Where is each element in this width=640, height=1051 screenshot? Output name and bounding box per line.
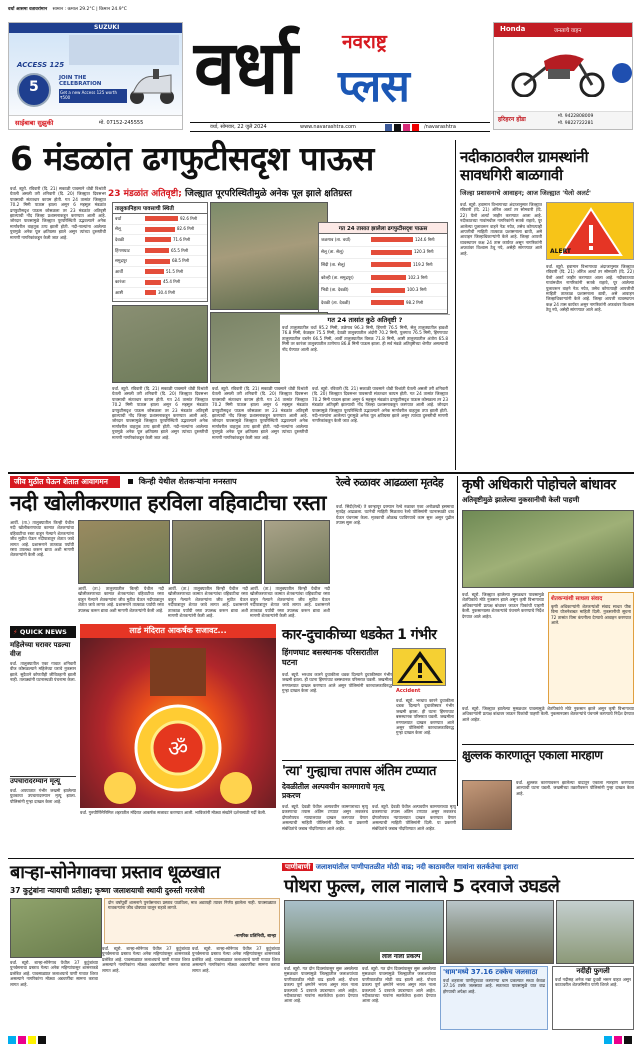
crime-headline: 'त्या' गुन्ह्याचा तपास अंतिम टप्प्यात <box>282 764 436 779</box>
river-box-title: नदीही फुगली <box>576 967 610 975</box>
cloudburst-row <box>319 234 447 247</box>
honda-tagline: जनताचे वाहन <box>554 28 582 34</box>
cloudburst-row-bar <box>371 288 405 293</box>
rain-row-taluka: हिंगणघाट <box>115 248 130 254</box>
villager-quote-box <box>104 898 280 944</box>
railway-body: वर्धा. सिंदी(रेल्वे) ते कान्हापूर दरम्यान रेल्वे रुळावर एका अनोळखी इसमाचा मृतदेह आढळला. घटनेची माहिती मिळताच रेल्वे पोलिसांनी घटनास्थळी धाव घेऊन पंचनामा केला. मृतकाची ओळख पटविण्याचे काम सुरू असून पुढील तपास सुरू आहे. <box>336 504 454 526</box>
rain-row-taluka: आर्वी <box>115 269 123 275</box>
weather-label: वर्धा आसमा वतावरांमान <box>8 7 48 12</box>
bottom-right-body: वर्धा. ब्यूरो. गत दोन दिवसांपासून सुरू असलेल्या मुसळधार पावसामुळे जिल्ह्यातील जलाशयांच्या पाणीपातळीत मोठी वाढ झाली आहे. पोथरा प्रकल्प पूर्ण क्षमतेने भरला असून लाल नाला प्रकल्पाचे 5 दरवाजे उघडण्यात आले आहेत. नदीकाठच्या गावांना सतर्कतेचा इशारा देण्यात आला आहे. <box>284 966 358 1004</box>
bolt-icon: ⚡ <box>13 628 18 636</box>
cloudburst-row-bar <box>371 237 413 242</box>
villager-quote-author: -नागरिक प्रतिनिधी, बाऱ्हा <box>233 934 276 939</box>
rain-row-taluka: सेलू <box>115 227 121 233</box>
weather-bar <box>8 6 198 18</box>
second-body-col2: आर्वी. (ता.) तालुक्यातील किन्ही येथील नदी खोलीकरणाच्या कामात शेतकऱ्यांचा वहिवाटीचा रस्ता वाहून गेल्याने शेतकऱ्यांना जीव मुठीत घेऊन नदीपात्रातून शेतात जावे लागत आहे. प्रशासनाने तात्काळ पर्यायी रस्ता उपलब्ध करून द्यावा अशी मागणी शेतकऱ्यांनी केली आहे. <box>78 586 164 613</box>
instagram-icon[interactable] <box>403 124 410 131</box>
village-photo <box>10 898 102 958</box>
cloudburst-table <box>318 222 448 314</box>
bottom-left-body-col2: वर्धा. ब्यूरो. बाऱ्हा-सोनेगाव येथील 37 कुटुंबांच्या पुनर्वसनाचा प्रस्ताव गेल्या अनेक महिन्यांपासून शासनाकडे प्रलंबित आहे. पावसाळ्यात जलाशयाचे पाणी गावात शिरत असल्याने नागरिकांना मोठ्या अडचणींचा सामना करावा लागत आहे. <box>102 946 190 973</box>
rain-row-value: 45.4 मिमी <box>163 279 181 285</box>
second-body: आर्वी. (ता.) तालुक्यातील किन्ही येथील नदी खोलीकरणाच्या कामात शेतकऱ्यांचा वहिवाटीचा रस्ता वाहून गेल्याने शेतकऱ्यांना जीव मुठीत घेऊन नदीपात्रातून शेतात जावे लागत आहे. प्रशासनाने तात्काळ पर्यायी रस्ता उपलब्ध करून द्यावा अशी मागणी शेतकऱ्यांनी केली आहे. <box>10 520 74 558</box>
river-photo-3 <box>264 520 330 584</box>
river-photo-2 <box>172 520 262 584</box>
lead-headline: 6 मंडळांत ढगफुटीसदृश पाऊस <box>10 139 374 178</box>
agri-subhead: अतिवृष्टीमुळे झालेल्या नुकसानीची केली पाहणी <box>462 496 580 504</box>
alert-label: ALERT <box>550 248 572 255</box>
railway-headline: रेल्वे रुळावर आढळला मृतदेह <box>336 476 444 489</box>
offer-badge <box>612 63 632 83</box>
rain-row <box>113 235 207 246</box>
weather-values: सामान : कमाल 29.2°C | किमान 24.9°C <box>52 7 127 12</box>
motorcycle-image <box>504 41 614 97</box>
lead-photo-flooded-field <box>112 305 208 383</box>
suzuki-offer: Get a new Access 125 worth ₹500 <box>59 89 127 103</box>
cloudburst-row-value: 120.3 मिमी <box>414 249 434 255</box>
heavy-rain-box-text: वर्धा तालुक्यातील वर्धा 95.2 मिमी, तळेगाव 96.3 मिमी, हिंगणी 76.5 मिमी, सेलू तालुक्यातील झडशी 76.8 मिमी, केळझर 75.5 मिमी, देवळी तालुक्यातील अंदोरी 70.2 मिमी, पुलगाव 76.5 मिमी, हिंगणघाट तालुक्यातील वडनेर 66.5 मिमी, आर्वी तालुक्यातील विरुळ 71.8 मिमी, आष्टी तालुक्यातील अंतोरा 65.8 मिमी तर कारंजा तालुक्यातील ठाणेगाव 86.8 मिमी पाऊस झाला. ही सर्व मंडळे अतिवृष्टीच्या श्रेणीत असल्याची नोंद घेण्यात आली आहे. <box>282 325 448 352</box>
dam-photo-2 <box>446 900 554 964</box>
rain-row <box>113 214 207 225</box>
rain-row-taluka: समुद्रपूर <box>115 259 127 265</box>
rain-row-taluka: देवळी <box>115 237 125 243</box>
lead-body: वर्धा. ब्यूरो. रविवारी (दि. 21) सकाळी पावसाने थोडी विश्रांती घेतली असली तरी शनिवारी (दि. 20) जिल्ह्यात दिवसभर पावसाची संततधार कायम होती. गत 24 तासांत जिल्ह्यात 70.2 मिमी पाऊस झाला असून 6 महसूल मंडळांत ढगफुटीसदृश पाऊस कोसळला तर 23 मंडळांत अतिवृष्टी झाल्याची नोंद जिल्हा प्रशासनाकडून करण्यात आली आहे. जोरदार पावसामुळे जिल्ह्यात पूरपरिस्थिती उद्भवल्याने अनेक मार्गावरील वाहतूक ठप्प झाली होती. नदी-नाल्यांना आलेल्या पुरामुळे अनेक पूल क्षतिग्रस्त झाले असून त्यांच्या दुरुस्तीची मागणी नागरिकांकडून केली जात आहे. <box>10 186 106 240</box>
cloudburst-row-mandal: जळगाव (ता. वर्धा) <box>321 237 351 243</box>
cloudburst-row-value: 98.2 मिमी <box>406 299 424 305</box>
cloudburst-row-bar <box>371 250 412 255</box>
assault-body: वर्धा. क्षुल्लक कारणावरून झालेल्या वादातून एकाला मारहाण करण्यात आल्याची घटना घडली. जखमीच्या तक्रारीवरून पोलिसांनी गुन्हा दाखल केला आहे. <box>516 780 634 796</box>
cloudburst-row-mandal: सिंदी (ता. सेलू) <box>321 262 346 268</box>
cloudburst-row <box>319 272 447 285</box>
quick-news-label: ⚡ QUICK NEWS <box>10 626 76 638</box>
farmer-box-title: शेतकऱ्यांशी साधला संवाद <box>551 596 603 602</box>
water-strip-label: पाणीबाणी <box>282 863 313 871</box>
rain-row-value: 51.5 मिमी <box>166 268 184 274</box>
alert-subhead: जिल्हा प्रशासनाचे आवाहन; आज जिल्ह्यात 'येलो अलर्ट' <box>460 189 592 197</box>
river-box <box>552 966 634 1030</box>
second-body-col4: आर्वी. (ता.) तालुक्यातील किन्ही येथील नदी खोलीकरणाच्या कामात शेतकऱ्यांचा वहिवाटीचा रस्ता वाहून गेल्याने शेतकऱ्यांना जीव मुठीत घेऊन नदीपात्रातून शेतात जावे लागत आहे. प्रशासनाने तात्काळ पर्यायी रस्ता उपलब्ध करून द्यावा अशी मागणी शेतकऱ्यांनी केली आहे. <box>250 586 330 619</box>
cloudburst-row-mandal: सेलू (ता. सेलू) <box>321 250 344 256</box>
youtube-icon[interactable] <box>412 124 419 131</box>
taluka-rain-table <box>112 202 208 302</box>
bottom-left-body: वर्धा. ब्यूरो. बाऱ्हा-सोनेगाव येथील 37 कुटुंबांच्या पुनर्वसनाचा प्रस्ताव गेल्या अनेक महिन्यांपासून शासनाकडे प्रलंबित आहे. पावसाळ्यात जलाशयाचे पाणी गावात शिरत असल्याने नागरिकांना मोठ्या अडचणींचा सामना करावा लागत आहे. <box>10 960 98 987</box>
agri-headline: कृषी अधिकारी पोहोचले बांधावर <box>462 477 616 493</box>
masthead-title: वर्धा <box>194 25 296 111</box>
dam-photo-3 <box>556 900 634 964</box>
rain-row-bar <box>145 216 178 221</box>
rain-row-taluka: आष्टी <box>115 290 124 296</box>
river-photo-1 <box>78 520 170 584</box>
suzuki-ad[interactable]: SUZUKI ACCESS 125 5 JOIN THE CELEBRATION Get a new Access 125 worth ₹500 साईबाबा सुझुकी मो. 07152-245555 <box>8 22 183 130</box>
taluka-table-title: तालुकानिहाय पावसाची स्थिती <box>113 203 207 214</box>
accident-graphic <box>392 648 446 686</box>
rain-row-bar <box>145 269 164 274</box>
accident-subhead: हिंगणघाट बसस्थानक परिसरातील घटना <box>282 648 379 667</box>
accident-label: Accident <box>396 688 421 694</box>
temple-caption: वर्धा. गुरुपौर्णिमेनिमित्त शहरातील मंदिरात आकर्षक सजावट करण्यात आली. भाविकांनी मोठ्या संख्येने दर्शनासाठी गर्दी केली. <box>80 810 267 815</box>
alert-headline: नदीकाठावरील ग्रामस्थांनी सावधगिरी बाळगावी <box>460 148 588 184</box>
masthead-navarashtra: नवराष्ट्र <box>342 31 387 53</box>
rain-row-bar <box>145 248 169 253</box>
dham-box <box>440 966 548 1030</box>
agri-body-cont: वर्धा. ब्यूरो. जिल्ह्यात झालेल्या मुसळधार पावसामुळे शेतपिकांचे मोठे नुकसान झाले असून कृषी विभागाच्या अधिकाऱ्यांनी प्रत्यक्ष बांधावर जाऊन पिकांची पाहणी केली. नुकसानग्रस्त शेतकऱ्यांचे पंचनामे करण्याचे निर्देश देण्यात आले आहेत. <box>462 706 634 722</box>
farmer-box-text: कृषी अधिकाऱ्यांनी शेतकऱ्यांशी संवाद साधत पीक विमा योजनेबाबत माहिती दिली. नुकसानीची सूचना 72 तासांत विमा कंपनीला देण्याचे आवाहन करण्यात आले. <box>551 604 631 626</box>
website-link[interactable]: www.navarashtra.com <box>300 124 356 130</box>
suzuki-phone: मो. 07152-245555 <box>99 120 144 126</box>
agri-officers-photo <box>462 510 634 588</box>
crime-body: वर्धा. ब्यूरो. देवळी येथील अल्पवयीन कामगाराच्या मृत्यू प्रकरणाचा तपास अंतिम टप्प्यात असून लवकरच दोषारोपपत्र न्यायालयात दाखल करण्यात येणार असल्याची माहिती पोलिसांनी दिली. या प्रकरणी संबंधितांचे जबाब नोंदविण्यात आले आहेत. <box>282 804 368 831</box>
date-strip <box>190 122 490 132</box>
accident-body-col2: वर्धा. ब्यूरो. भरधाव कारने दुचाकीला धडक दिल्याने दुचाकीस्वार गंभीर जखमी झाला. ही घटना हिंगणघाट बसस्थानक परिसरात घडली. जखमीला रुग्णालयात दाखल करण्यात आले असून पोलिसांनी कारचालकाविरुद्ध गुन्हा दाखल केला आहे. <box>396 698 454 736</box>
accident-sign-icon <box>393 649 447 687</box>
lead-body-col3: वर्धा. ब्यूरो. रविवारी (दि. 21) सकाळी पावसाने थोडी विश्रांती घेतली असली तरी शनिवारी (दि. 20) जिल्ह्यात दिवसभर पावसाची संततधार कायम होती. गत 24 तासांत जिल्ह्यात 70.2 मिमी पाऊस झाला असून 6 महसूल मंडळांत ढगफुटीसदृश पाऊस कोसळला तर 23 मंडळांत अतिवृष्टी झाल्याची नोंद जिल्हा प्रशासनाकडून करण्यात आली आहे. जोरदार पावसामुळे जिल्ह्यात पूरपरिस्थिती उद्भवल्याने अनेक मार्गावरील वाहतूक ठप्प झाली होती. नदी-नाल्यांना आलेल्या पुरामुळे अनेक पूल क्षतिग्रस्त झाले असून त्यांच्या दुरुस्तीची मागणी नागरिकांकडून केली जात आहे. <box>212 386 308 440</box>
rain-row-taluka: वर्धा <box>115 216 122 222</box>
cloudburst-row-value: 100.3 मिमी <box>407 287 427 293</box>
rain-row-value: 71.6 मिमी <box>173 236 191 242</box>
rain-row-value: 68.5 मिमी <box>172 258 190 264</box>
quick-news-1-body: वर्धा. तालुक्यातील एका गावात शनिवारी वीज कोसळल्याने महिलेच्या घराचे नुकसान झाले. सुदैवाने कोणतीही जीवितहानी झाली नाही. तलाठ्यांनी घटनास्थळी पंचनामा केला. <box>10 661 76 683</box>
bottom-left-headline: बाऱ्हा-सोनेगावचा प्रस्ताव धूळखात <box>10 862 220 883</box>
heavy-rain-box-title: गत 24 तासांत कुठे अतिवृष्टी ? <box>327 316 403 324</box>
city-skyline <box>69 35 179 65</box>
kicker-label: जीव मुठीत घेऊन शेतात आवागमन <box>10 476 120 488</box>
suzuki-celebration: JOIN THE CELEBRATION <box>59 75 102 87</box>
temple-decoration-photo <box>80 638 276 808</box>
social-handle[interactable]: /navarashtra <box>424 124 456 130</box>
print-registration-marks <box>8 1036 634 1044</box>
rain-row <box>113 278 207 289</box>
svg-text:ॐ: ॐ <box>167 737 189 762</box>
river-box-text: वर्धा नदीसह अनेक नद्या दुथडी भरून वाहत असून काठावरील शेतजमिनीत पाणी शिरले आहे. <box>555 977 631 988</box>
dateline: वर्धा, सोमवार, 22 जुलै 2024 <box>210 124 267 130</box>
kicker-2 <box>128 476 328 488</box>
cloudburst-row-bar <box>371 300 404 305</box>
honda-ad[interactable] <box>493 22 633 130</box>
honda-phone-2: मो. 9822722281 <box>558 121 594 126</box>
rain-row-bar <box>145 290 156 295</box>
temple-banner: लाडं मंदिरात आकर्षक सजावट... <box>80 624 276 638</box>
rain-row-taluka: कारंजा <box>115 280 126 286</box>
cloudburst-row <box>319 247 447 260</box>
heavy-rain-box <box>280 314 450 384</box>
quick-news-1-title: महिलेच्या घरावर पडल्या वीज <box>10 641 71 658</box>
rain-row-value: 82.6 मिमी <box>177 226 195 232</box>
assault-headline: क्षुल्लक कारणातून एकाला मारहाण <box>462 748 603 762</box>
honda-dealer: हरिहरन होंडा <box>498 116 526 123</box>
villager-quote: दोन वर्षांपूर्वी शासनाने पुनर्वसनाचा प्रस्ताव पाठविला, मात्र अद्यापही त्यावर निर्णय झालेला नाही. पावसाळ्यात गावकऱ्यांना जीव धोक्यात घालून राहावे लागते. <box>108 900 276 911</box>
cloudburst-row-bar <box>371 275 406 280</box>
rain-row-value: 30.4 मिमी <box>158 289 176 295</box>
dam-photo-label: लाल नाला प्रकल्प <box>382 953 421 960</box>
alert-body: वर्धा. ब्यूरो. हवामान विभागाच्या अंदाजानुसार जिल्ह्यात रविवारी (दि. 21) ऑरेंज अलर्ट तर सोमवारी (दि. 22) येलो अलर्ट जाहीर करण्यात आला आहे. नदीकाठच्या गावांमधील नागरिकांनी सतर्क राहावे, पूर आलेल्या पुलावरून वाहने नेऊ नयेत, तसेच कोणत्याही आपत्तीची माहिती तात्काळ प्रशासनाला द्यावी, असे आवाहन जिल्हाधिकाऱ्यांनी केले आहे. जिल्हा आपत्ती व्यवस्थापन कक्ष 24 तास कार्यरत असून नागरिकांनी अफवांवर विश्वास ठेवू नये, असेही सांगण्यात आले आहे. <box>460 202 542 256</box>
rain-row-value: 65.5 मिमी <box>171 247 189 253</box>
cloudburst-title: गत 24 तासात झालेला ढगफुटीसदृश पाऊस <box>319 223 447 234</box>
quick-news-2-title: उपचारादरम्यान मृत्यू <box>10 776 76 786</box>
masthead <box>190 18 460 128</box>
accident-body: वर्धा. ब्यूरो. भरधाव कारने दुचाकीला धडक दिल्याने दुचाकीस्वार गंभीर जखमी झाला. ही घटना हिंगणघाट बसस्थानक परिसरात घडली. जखमीला रुग्णालयात दाखल करण्यात आले असून पोलिसांनी कारचालकाविरुद्ध गुन्हा दाखल केला आहे. <box>282 672 392 694</box>
rain-row <box>113 246 207 257</box>
lead-body-col2: वर्धा. ब्यूरो. रविवारी (दि. 21) सकाळी पावसाने थोडी विश्रांती घेतली असली तरी शनिवारी (दि. 20) जिल्ह्यात दिवसभर पावसाची संततधार कायम होती. गत 24 तासांत जिल्ह्यात 70.2 मिमी पाऊस झाला असून 6 महसूल मंडळांत ढगफुटीसदृश पाऊस कोसळला तर 23 मंडळांत अतिवृष्टी झाल्याची नोंद जिल्हा प्रशासनाकडून करण्यात आली आहे. जोरदार पावसामुळे जिल्ह्यात पूरपरिस्थिती उद्भवल्याने अनेक मार्गावरील वाहतूक ठप्प झाली होती. नदी-नाल्यांना आलेल्या पुरामुळे अनेक पूल क्षतिग्रस्त झाले असून त्यांच्या दुरुस्तीची मागणी नागरिकांकडून केली जात आहे. <box>112 386 208 440</box>
rain-row-bar <box>145 227 175 232</box>
assault-victim-photo <box>462 780 512 830</box>
quick-news-2-body: वर्धा. अपघातात गंभीर जखमी झालेल्या युवकाचा उपचारादरम्यान मृत्यू झाला. पोलिसांनी गुन्हा दाखल केला आहे. <box>10 788 76 804</box>
water-strip-text: जलाशयांतील पाणीपातळीत मोठी वाढ; नदी काठावरील गावांना सतर्कतेचा इशारा <box>315 863 519 871</box>
cloudburst-row-value: 102.3 मिमी <box>408 274 428 280</box>
honda-phone-1: मो. 9422808009 <box>558 114 594 119</box>
rain-row <box>113 256 207 267</box>
suzuki-model: ACCESS 125 <box>17 61 65 69</box>
rain-row-value: 92.6 मिमी <box>180 215 198 221</box>
second-headline: नदी खोलीकरणात हरविला वहिवाटीचा रस्ता <box>10 491 326 515</box>
crime-subhead: देवळीतील अल्पवयीन कामगाराचे मृत्यू प्रकरण <box>282 782 384 800</box>
rain-row <box>113 225 207 236</box>
farmer-dialogue-box <box>548 592 634 704</box>
bottom-left-body-col3: वर्धा. ब्यूरो. बाऱ्हा-सोनेगाव येथील 37 कुटुंबांच्या पुनर्वसनाचा प्रस्ताव गेल्या अनेक महिन्यांपासून शासनाकडे प्रलंबित आहे. पावसाळ्यात जलाशयाचे पाणी गावात शिरत असल्याने नागरिकांना मोठ्या अडचणींचा सामना करावा लागत आहे. <box>192 946 280 973</box>
kicker-2-text: किन्ही येथील शेतकऱ्यांना मनस्ताप <box>138 477 237 486</box>
cloudburst-row <box>319 297 447 310</box>
honda-brand: Honda <box>500 25 526 33</box>
alert-body-col2: वर्धा. ब्यूरो. हवामान विभागाच्या अंदाजानुसार जिल्ह्यात रविवारी (दि. 21) ऑरेंज अलर्ट तर सोमवारी (दि. 22) येलो अलर्ट जाहीर करण्यात आला आहे. नदीकाठच्या गावांमधील नागरिकांनी सतर्क राहावे, पूर आलेल्या पुलावरून वाहने नेऊ नयेत, तसेच कोणत्याही आपत्तीची माहिती तात्काळ प्रशासनाला द्यावी, असे आवाहन जिल्हाधिकाऱ्यांनी केले आहे. जिल्हा आपत्ती व्यवस्थापन कक्ष 24 तास कार्यरत असून नागरिकांनी अफवांवर विश्वास ठेवू नये, असेही सांगण्यात आले आहे. <box>546 264 634 313</box>
cloudburst-row <box>319 259 447 272</box>
kicker-bullet-icon <box>128 479 133 484</box>
suzuki-brand: SUZUKI <box>94 24 120 31</box>
lead-body-col4: वर्धा. ब्यूरो. रविवारी (दि. 21) सकाळी पावसाने थोडी विश्रांती घेतली असली तरी शनिवारी (दि. 20) जिल्ह्यात दिवसभर पावसाची संततधार कायम होती. गत 24 तासांत जिल्ह्यात 70.2 मिमी पाऊस झाला असून 6 महसूल मंडळांत ढगफुटीसदृश पाऊस कोसळला तर 23 मंडळांत अतिवृष्टी झाल्याची नोंद जिल्हा प्रशासनाकडून करण्यात आली आहे. जोरदार पावसामुळे जिल्ह्यात पूरपरिस्थिती उद्भवल्याने अनेक मार्गावरील वाहतूक ठप्प झाली होती. नदी-नाल्यांना आलेल्या पुरामुळे अनेक पूल क्षतिग्रस्त झाले असून त्यांच्या दुरुस्तीची मागणी नागरिकांकडून केली जात आहे. <box>312 386 448 424</box>
crime-body-col2: वर्धा. ब्यूरो. देवळी येथील अल्पवयीन कामगाराच्या मृत्यू प्रकरणाचा तपास अंतिम टप्प्यात असून लवकरच दोषारोपपत्र न्यायालयात दाखल करण्यात येणार असल्याची माहिती पोलिसांनी दिली. या प्रकरणी संबंधितांचे जबाब नोंदविण्यात आले आहेत. <box>372 804 456 831</box>
cloudburst-row-mandal: देवळी (ता. देवळी) <box>321 300 351 306</box>
cloudburst-row-mandal: भिडी (ता. देवळी) <box>321 288 349 294</box>
dham-box-text: वर्धा शहराला पाणीपुरवठा करणाऱ्या धाम प्रकल्पात सध्या केवळ 37.16 टक्के जलसाठा आहे. सततच्या पावसामुळे यात वाढ होण्याची अपेक्षा आहे. <box>443 978 545 994</box>
rain-row <box>113 288 207 299</box>
cloudburst-row <box>319 284 447 297</box>
rain-row-bar <box>145 280 161 285</box>
dham-box-title: 'धाम'मध्ये 37.16 टक्केच जलसाठा <box>443 968 538 976</box>
water-strip <box>282 861 634 873</box>
cloudburst-row-value: 124.6 मिमी <box>415 236 435 242</box>
cloudburst-row-bar <box>371 262 411 267</box>
rain-row-bar <box>145 259 170 264</box>
lead-subhead-red: 23 मंडळांत अतिवृष्टी; <box>108 189 182 199</box>
lead-subhead-text: जिल्ह्यात पूरपरिस्थितीमुळे अनेक पूल झाले क्षतिग्रस्त <box>184 189 352 199</box>
cloudburst-row-mandal: कोल्ही (ता. समुद्रपूर) <box>321 275 354 281</box>
rain-row <box>113 267 207 278</box>
bottom-left-subhead: 37 कुटुंबांना न्यायाची प्रतीक्षा; कृष्णा जलाशयाची स्थायी दुरुस्ती गरजेची <box>10 886 205 895</box>
masthead-plus: प्लस <box>338 61 409 112</box>
x-icon[interactable] <box>394 124 401 131</box>
cloudburst-row-value: 119.2 मिमी <box>413 261 433 267</box>
scooter-image <box>127 63 177 105</box>
bottom-right-headline: पोथरा फुल्ल, लाल नालाचे 5 दरवाजे उघडले <box>284 876 560 897</box>
facebook-icon[interactable] <box>385 124 392 131</box>
second-body-col3: आर्वी. (ता.) तालुक्यातील किन्ही येथील नदी खोलीकरणाच्या कामात शेतकऱ्यांचा वहिवाटीचा रस्ता वाहून गेल्याने शेतकऱ्यांना जीव मुठीत घेऊन नदीपात्रातून शेतात जावे लागत आहे. प्रशासनाने तात्काळ पर्यायी रस्ता उपलब्ध करून द्यावा अशी मागणी शेतकऱ्यांनी केली आहे. <box>168 586 248 619</box>
agri-body: वर्धा. ब्यूरो. जिल्ह्यात झालेल्या मुसळधार पावसामुळे शेतपिकांचे मोठे नुकसान झाले असून कृषी विभागाच्या अधिकाऱ्यांनी प्रत्यक्ष बांधावर जाऊन पिकांची पाहणी केली. नुकसानग्रस्त शेतकऱ्यांचे पंचनामे करण्याचे निर्देश देण्यात आले आहेत. <box>462 592 544 619</box>
bottom-right-body-col2: वर्धा. ब्यूरो. गत दोन दिवसांपासून सुरू असलेल्या मुसळधार पावसामुळे जिल्ह्यातील जलाशयांच्या पाणीपातळीत मोठी वाढ झाली आहे. पोथरा प्रकल्प पूर्ण क्षमतेने भरला असून लाल नाला प्रकल्पाचे 5 दरवाजे उघडण्यात आले आहेत. नदीकाठच्या गावांना सतर्कतेचा इशारा देण्यात आला आहे. <box>362 966 436 1004</box>
lead-photo-damaged-road <box>210 202 328 310</box>
rain-row-bar <box>145 237 171 242</box>
suzuki-dealer: साईबाबा सुझुकी <box>15 119 54 127</box>
accident-headline: कार-दुचाकीच्या धडकेत 1 गंभीर <box>282 627 437 643</box>
quick-news-column <box>10 626 76 854</box>
